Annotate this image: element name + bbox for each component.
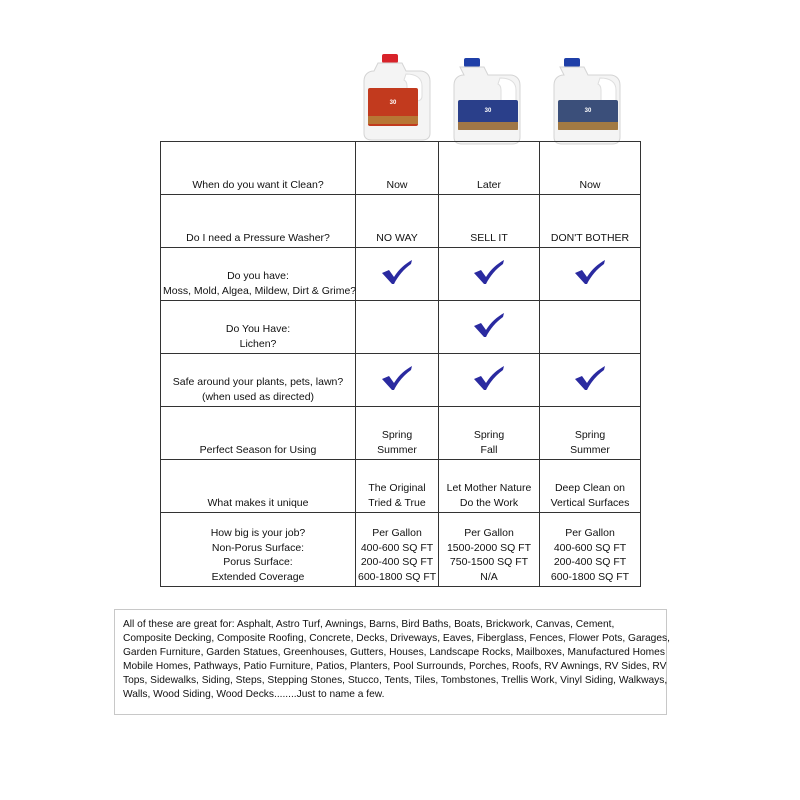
product-image-outdoor-cleaner bbox=[360, 52, 440, 142]
checkmark-icon bbox=[472, 312, 506, 338]
value-cell bbox=[356, 142, 439, 195]
checkmark-icon bbox=[380, 365, 414, 391]
table-row bbox=[161, 407, 641, 460]
row-label-line: What makes it unique bbox=[207, 496, 309, 509]
row-label-line: Porus Surface: bbox=[223, 556, 293, 568]
note-line: Garden Furniture, Garden Statues, Greenhouses, Gutters, Houses, Landscape Rocks, Mailboxes, Manufactured Homes bbox=[123, 647, 665, 658]
value-line: NO WAY bbox=[376, 231, 418, 244]
row-label bbox=[161, 460, 356, 513]
check-cell bbox=[356, 248, 439, 301]
check-cell bbox=[540, 301, 641, 354]
table-row bbox=[161, 301, 641, 354]
check-cell bbox=[439, 354, 540, 407]
value-cell bbox=[439, 407, 540, 460]
value-line: Now bbox=[386, 178, 408, 191]
row-label-line: Do You Have: bbox=[225, 323, 291, 335]
value-line: N/A bbox=[480, 570, 498, 583]
table-row bbox=[161, 248, 641, 301]
bottle-icon bbox=[450, 56, 530, 146]
value-line: Spring bbox=[473, 429, 505, 441]
row-label bbox=[161, 407, 356, 460]
row-label-line: Do you have: bbox=[227, 270, 289, 282]
row-label bbox=[161, 195, 356, 248]
value-cell bbox=[356, 407, 439, 460]
value-line: The Original bbox=[368, 482, 426, 494]
note-line: All of these are great for: Asphalt, Astro Turf, Awnings, Barns, Bird Baths, Boats, Brickwork, Canvas, Cement, bbox=[123, 619, 615, 630]
check-cell bbox=[540, 354, 641, 407]
checkmark-icon bbox=[472, 365, 506, 391]
table-row bbox=[161, 354, 641, 407]
value-cell bbox=[540, 460, 641, 513]
value-line: Fall bbox=[480, 443, 498, 456]
table-row bbox=[161, 195, 641, 248]
row-label-line: Extended Coverage bbox=[211, 570, 305, 583]
value-line: Summer bbox=[377, 443, 417, 456]
value-line: Spring bbox=[574, 429, 606, 441]
value-cell bbox=[439, 460, 540, 513]
checkmark-icon bbox=[472, 259, 506, 285]
row-label-line: Non-Porus Surface: bbox=[211, 541, 305, 554]
value-line: 400-600 SQ FT bbox=[553, 541, 627, 554]
value-line: 600-1800 SQ FT bbox=[358, 570, 437, 583]
table-row bbox=[161, 460, 641, 513]
checkmark-icon bbox=[573, 259, 607, 285]
value-line: 200-400 SQ FT bbox=[360, 556, 434, 568]
note-line: Tops, Sidewalks, Siding, Steps, Stepping Stones, Stucco, Tents, Tiles, Tombstones, Trellis Work, Vinyl Siding, Walkways, bbox=[123, 675, 668, 686]
svg-text:30: 30 bbox=[389, 100, 397, 106]
value-line: Let Mother Nature bbox=[446, 482, 532, 494]
product-image-multi-surface-cleaner bbox=[550, 56, 630, 146]
value-line: Now bbox=[579, 178, 601, 191]
value-line: Per Gallon bbox=[372, 527, 422, 539]
row-label bbox=[161, 301, 356, 354]
value-cell bbox=[439, 142, 540, 195]
value-line: 750-1500 SQ FT bbox=[449, 556, 529, 568]
row-label-line: Do I need a Pressure Washer? bbox=[186, 231, 330, 244]
value-line: 200-400 SQ FT bbox=[553, 556, 627, 568]
note-line: Composite Decking, Composite Roofing, Concrete, Decks, Driveways, Eaves, Fiberglass, Fences, Flower Pots, Garages, bbox=[123, 633, 670, 644]
value-line: Later bbox=[477, 178, 501, 191]
value-line: Vertical Surfaces bbox=[550, 496, 630, 509]
value-line: DON'T BOTHER bbox=[550, 231, 630, 244]
value-line: Deep Clean on bbox=[554, 482, 626, 494]
check-cell bbox=[439, 248, 540, 301]
value-cell bbox=[540, 407, 641, 460]
value-line: 600-1800 SQ FT bbox=[550, 570, 630, 583]
row-label-line: Moss, Mold, Algea, Mildew, Dirt & Grime? bbox=[163, 284, 357, 297]
row-label bbox=[161, 142, 356, 195]
value-cell bbox=[540, 142, 641, 195]
table-row bbox=[161, 513, 641, 587]
check-cell bbox=[356, 301, 439, 354]
value-cell bbox=[540, 195, 641, 248]
row-label-line: Perfect Season for Using bbox=[199, 443, 317, 456]
checkmark-icon bbox=[380, 259, 414, 285]
value-line: 400-600 SQ FT bbox=[360, 541, 434, 554]
value-line: 1500-2000 SQ FT bbox=[446, 541, 532, 554]
value-line: Spring bbox=[381, 429, 413, 441]
value-line: SELL IT bbox=[470, 231, 508, 244]
value-line: Per Gallon bbox=[565, 527, 615, 539]
value-line: Do the Work bbox=[459, 496, 519, 509]
row-label-line: Safe around your plants, pets, lawn? bbox=[172, 376, 344, 388]
row-label-line: Lichen? bbox=[239, 337, 277, 350]
value-cell bbox=[439, 513, 540, 587]
surfaces-note-box bbox=[114, 609, 670, 715]
note-line: Walls, Wood Siding, Wood Decks........Just to name a few. bbox=[123, 689, 385, 700]
check-cell bbox=[439, 301, 540, 354]
svg-text:30: 30 bbox=[484, 108, 492, 114]
checkmark-icon bbox=[573, 365, 607, 391]
value-cell bbox=[439, 195, 540, 248]
value-line: Per Gallon bbox=[464, 527, 514, 539]
row-label-line: How big is your job? bbox=[210, 527, 306, 539]
value-line: Tried & True bbox=[368, 496, 426, 509]
check-cell bbox=[540, 248, 641, 301]
value-cell bbox=[540, 513, 641, 587]
row-label bbox=[161, 248, 356, 301]
svg-text:30: 30 bbox=[584, 108, 592, 114]
table-row bbox=[161, 142, 641, 195]
product-image-spray-and-walk-away bbox=[450, 56, 530, 146]
bottle-icon bbox=[360, 52, 440, 142]
check-cell bbox=[356, 354, 439, 407]
value-line: Summer bbox=[570, 443, 610, 456]
bottle-icon bbox=[550, 56, 630, 146]
value-cell bbox=[356, 513, 439, 587]
row-label bbox=[161, 513, 356, 587]
value-cell bbox=[356, 195, 439, 248]
row-label bbox=[161, 354, 356, 407]
value-cell bbox=[356, 460, 439, 513]
row-label-line: (when used as directed) bbox=[201, 390, 315, 403]
comparison-table bbox=[160, 141, 641, 587]
row-label-line: When do you want it Clean? bbox=[192, 178, 324, 191]
note-line: Mobile Homes, Pathways, Patio Furniture, Patios, Planters, Pool Surrounds, Porches, Roofs, RV Awnings, RV Sides, RV bbox=[123, 661, 667, 672]
